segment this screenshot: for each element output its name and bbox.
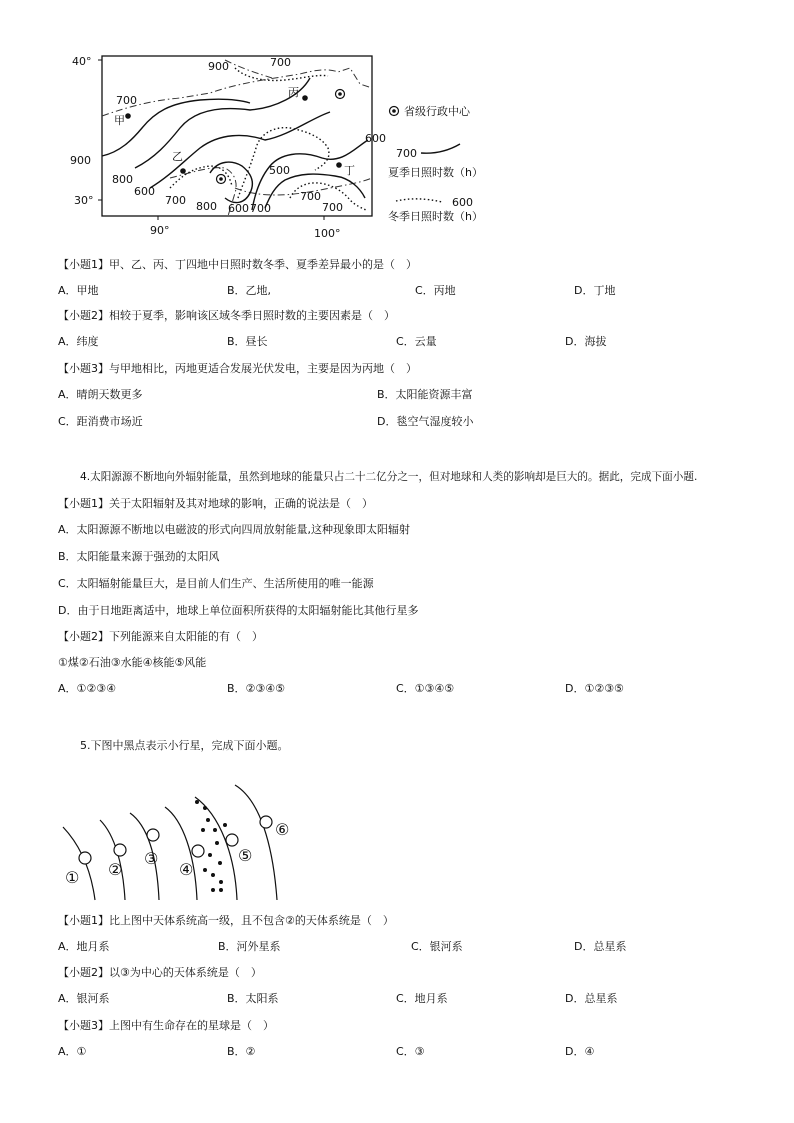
summer-isoline: [102, 99, 250, 156]
contour-label: 600: [365, 132, 386, 145]
orbit-6: [235, 785, 277, 900]
contour-label: 600: [228, 202, 249, 215]
s4-q2-option-a[interactable]: A．①②③④: [58, 682, 116, 695]
s3-q2-option-b[interactable]: B．昼长: [227, 335, 268, 348]
s3-q2-option-a[interactable]: A．纬度: [58, 335, 99, 348]
planet-label-2: ②: [108, 860, 123, 879]
planet-label-3: ③: [144, 849, 159, 868]
s5-q2-stem: 【小题2】以③为中心的天体系统是（ ）: [58, 966, 262, 979]
planet-label-6: ⑥: [275, 820, 290, 839]
s5-q2-option-d[interactable]: D．总星系: [565, 992, 618, 1005]
planet-label-4: ④: [179, 860, 194, 879]
s4-q2-option-c[interactable]: C．①③④⑤: [396, 682, 455, 695]
planet-label-5: ⑤: [238, 846, 253, 865]
planet-6: [260, 816, 272, 828]
s5-q1-option-b[interactable]: B．河外星系: [218, 940, 281, 953]
s5-q3-option-a[interactable]: A．①: [58, 1045, 87, 1058]
contour-label: 900: [70, 154, 91, 167]
contour-label: 700: [300, 190, 321, 203]
contour-label: 700: [250, 202, 271, 215]
s3-q1-option-d[interactable]: D．丁地: [574, 284, 616, 297]
s5-q1-option-a[interactable]: A．地月系: [58, 940, 110, 953]
s5-q3-stem: 【小题3】上图中有生命存在的星球是（ ）: [58, 1019, 274, 1032]
s5-q1-option-d[interactable]: D．总星系: [574, 940, 627, 953]
contour-label: 700: [270, 56, 291, 69]
s3-q3-option-c[interactable]: C．距消费市场近: [58, 415, 143, 428]
s4-q1-option-d[interactable]: D．由于日地距离适中，地球上单位面积所获得的太阳辐射能比其他行星多: [58, 604, 419, 617]
contour-label: 700: [116, 94, 137, 107]
contour-label: 700: [322, 201, 343, 214]
solar-system-diagram: [55, 775, 315, 905]
s3-q1-stem: 【小题1】甲、乙、丙、丁四地中日照时数冬季、夏季差异最小的是（ ）: [58, 258, 417, 271]
legend-summer-label: 夏季日照时数（h）: [388, 166, 483, 179]
lon-left-label: 90°: [150, 224, 170, 237]
s5-q2-option-a[interactable]: A．银河系: [58, 992, 110, 1005]
province-boundary: [225, 60, 272, 78]
contour-label: 800: [196, 200, 217, 213]
s3-q1-option-b[interactable]: B．乙地,: [227, 284, 272, 297]
s4-intro: 4.太阳源源不断地向外辐射能量，虽然到地球的能量只占二十二亿分之一，但对地球和人类的影响却是巨大的。据此，完成下面小题.: [80, 471, 698, 483]
s5-q3-option-c[interactable]: C．③: [396, 1045, 425, 1058]
s5-q3-option-b[interactable]: B．②: [227, 1045, 256, 1058]
contour-label: 700: [165, 194, 186, 207]
place-label-yi: 乙: [172, 150, 183, 163]
place-label-jia: 甲: [114, 114, 125, 127]
legend-winter-value: 600: [452, 196, 473, 209]
planet-2: [114, 844, 126, 856]
sunshine-map: [60, 48, 490, 248]
place-dot-yi: [180, 168, 186, 174]
s3-q3-option-b[interactable]: B．太阳能资源丰富: [377, 388, 473, 401]
s4-q2-option-d[interactable]: D．①②③⑤: [565, 682, 624, 695]
s5-q2-option-c[interactable]: C．地月系: [396, 992, 448, 1005]
s4-q1-option-c[interactable]: C．太阳辐射能量巨大，是目前人们生产、生活所使用的唯一能源: [58, 577, 374, 590]
legend-winter-label: 冬季日照时数（h）: [388, 210, 483, 223]
s5-intro: 5.下图中黑点表示小行星，完成下面小题。: [80, 739, 289, 752]
s4-q2-option-b[interactable]: B．②③④⑤: [227, 682, 285, 695]
place-dot-ding: [336, 162, 342, 168]
summer-isoline: [135, 78, 310, 168]
s3-q3-stem: 【小题3】与甲地相比，丙地更适合发展光伏发电，主要是因为丙地（ ）: [58, 362, 417, 375]
place-dot-bing: [302, 95, 308, 101]
contour-label: 800: [112, 173, 133, 186]
planet-3: [147, 829, 159, 841]
s3-q2-option-d[interactable]: D．海拔: [565, 335, 607, 348]
legend-winter-line: [396, 199, 442, 202]
s4-q1-option-b[interactable]: B．太阳能量来源于强劲的太阳风: [58, 550, 220, 563]
capital-icon: [217, 175, 226, 184]
s3-q3-option-d[interactable]: D．毯空气湿度较小: [377, 415, 474, 428]
s4-q1-option-a[interactable]: A．太阳源源不断地以电磁波的形式向四周放射能量,这种现象即太阳辐射: [58, 523, 411, 536]
planet-label-1: ①: [65, 868, 80, 887]
s3-q1-option-c[interactable]: C．丙地: [415, 284, 456, 297]
legend-summer-value: 700: [396, 147, 417, 160]
s3-q1-option-a[interactable]: A．甲地: [58, 284, 99, 297]
s5-q1-stem: 【小题1】比上图中天体系统高一级，且不包含②的天体系统是（ ）: [58, 914, 394, 927]
planet-5: [226, 834, 238, 846]
contour-label: 900: [208, 60, 229, 73]
s3-q2-option-c[interactable]: C．云量: [396, 335, 437, 348]
planet-4: [192, 845, 204, 857]
place-dot-jia: [125, 113, 131, 119]
capital-icon: [336, 90, 345, 99]
place-label-ding: 丁: [344, 164, 355, 177]
s5-q3-option-d[interactable]: D．④: [565, 1045, 595, 1058]
legend-summer-line: [421, 144, 460, 153]
lat-top-label: 40°: [72, 55, 92, 68]
s4-q2-stem: 【小题2】下列能源来自太阳能的有（ ）: [58, 630, 263, 643]
place-label-bing: 丙: [288, 86, 299, 99]
legend-capital-icon: [390, 107, 399, 116]
legend-capital-label: 省级行政中心: [404, 105, 470, 118]
orbit-1: [63, 827, 95, 900]
s4-q1-stem: 【小题1】关于太阳辐射及其对地球的影响，正确的说法是（ ）: [58, 497, 373, 510]
s3-q2-stem: 【小题2】相较于夏季，影响该区域冬季日照时数的主要因素是（ ）: [58, 309, 395, 322]
lat-bottom-label: 30°: [74, 194, 94, 207]
s5-q2-option-b[interactable]: B．太阳系: [227, 992, 279, 1005]
s5-q1-option-c[interactable]: C．银河系: [411, 940, 463, 953]
contour-label: 600: [134, 185, 155, 198]
contour-label: 500: [269, 164, 290, 177]
lon-right-label: 100°: [314, 227, 341, 240]
winter-isoline: [170, 166, 232, 188]
s4-q2-note: ①煤②石油③水能④核能⑤风能: [58, 656, 207, 669]
planet-1: [79, 852, 91, 864]
s3-q3-option-a[interactable]: A．晴朗天数更多: [58, 388, 143, 401]
